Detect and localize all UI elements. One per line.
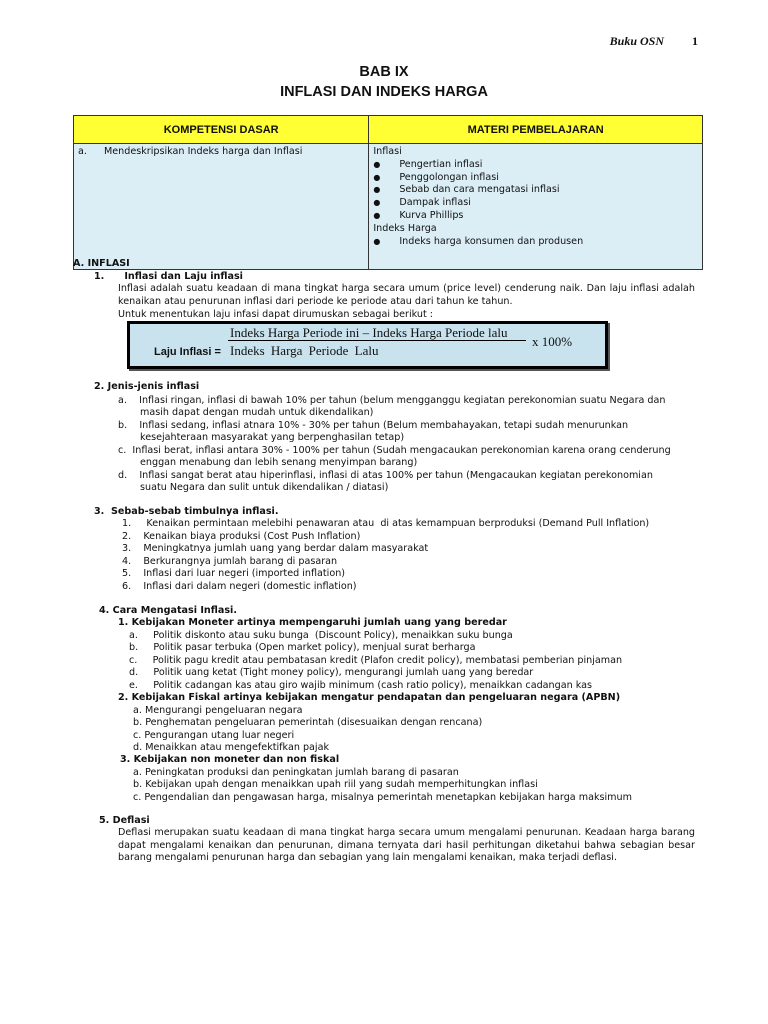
list-item: ● Dampak inflasi [373, 197, 698, 210]
list-item: c. Inflasi berat, inflasi antara 30% - 100% per tahun (Sudah mengacaukan perekonomian karena orang cenderung [118, 445, 671, 456]
page-header [610, 34, 698, 49]
list-item: d. Menaikkan atau mengefektifkan pajak [133, 742, 330, 753]
list-item: d. Inflasi sangat berat atau hiperinflasi, inflasi di atas 100% per tahun (Mengacaukan kegiatan perekonomian [118, 470, 653, 481]
chapter-label: BAB IX [359, 64, 409, 80]
subsection-4-title: 4. Cara Mengatasi Inflasi. [99, 605, 237, 616]
subsection-1-title: 1. Inflasi dan Laju inflasi [94, 271, 243, 282]
list-item: e. Politik cadangan kas atau giro wajib minimum (cash ratio policy), menaikkan cadangan kas [129, 680, 592, 691]
formula-numerator: Indeks Harga Periode ini – Indeks Harga Periode lalu [230, 325, 508, 340]
table-header-kompetensi: KOMPETENSI DASAR [74, 116, 369, 144]
list-item: c. Pengendalian dan pengawasan harga, misalnya pemerintah menetapkan kebijakan harga maksimum [133, 792, 632, 803]
list-item: ● Penggolongan inflasi [373, 172, 698, 185]
formula-denominator: Indeks Harga Periode Lalu [230, 343, 379, 358]
list-item: b. Inflasi sedang, inflasi atnara 10% - 30% per tahun (Belum membahayakan, tetapi sudah menurunkan [118, 420, 629, 431]
chapter-title: INFLASI DAN INDEKS HARGA [280, 84, 488, 100]
policy-nonmoneter-title: 3. Kebijakan non moneter dan non fiskal [120, 754, 340, 765]
table-header-materi: MATERI PEMBELAJARAN [369, 116, 703, 144]
materi-group-indeks: Indeks Harga [373, 222, 437, 234]
table-cell-materi [369, 144, 703, 270]
materi-group-inflasi: Inflasi [373, 146, 402, 157]
paragraph-deflasi: Deflasi merupakan suatu keadaan di mana tingkat harga secara umum mengalami penurunan. Keadaan harga barang dapat mengalami kenaikan dan penurunan, dimana ternyata dari hasil perhitungan diketahui bahwa sebagian besar barang mengalami penurunan harga dan sebagian yang lain mengalami kenaikan, maka terjadi deflasi. [118, 827, 695, 864]
subsection-2-title: 2. Jenis-jenis inflasi [94, 381, 200, 392]
competency-table [73, 115, 703, 270]
list-item: a. Inflasi ringan, inflasi di bawah 10% per tahun (belum mengganggu kegiatan perekonomian suatu Negara dan [118, 395, 666, 406]
competency-text: Mendeskripsikan Indeks harga dan Inflasi [104, 146, 303, 157]
list-item: 6. Inflasi dari dalam negeri (domestic inflation) [122, 581, 357, 592]
list-item: 1. Kenaikan permintaan melebihi penawaran atau di atas kemampuan berproduksi (Demand Pull Inflation) [122, 518, 650, 529]
list-item: b. Politik pasar terbuka (Open market policy), menjual surat berharga [129, 642, 476, 653]
policy-moneter-title: 1. Kebijakan Moneter artinya mempengaruhi jumlah uang yang beredar [118, 617, 507, 628]
list-item: a. Politik diskonto atau suku bunga (Discount Policy), menaikkan suku bunga [129, 630, 513, 641]
subsection-3-title: 3. Sebab-sebab timbulnya inflasi. [94, 506, 279, 517]
list-item: a. Peningkatan produksi dan peningkatan jumlah barang di pasaran [133, 767, 459, 778]
fraction-bar [228, 340, 526, 341]
list-item-cont: enggan menabung dan lebih senang menyimpan barang) [140, 457, 418, 468]
list-item-cont: masih dapat dengan mudah untuk dikendalikan) [140, 407, 374, 418]
list-item: 3. Meningkatnya jumlah uang yang berdar dalam masyarakat [122, 543, 429, 554]
list-item: 2. Kenaikan biaya produksi (Cost Push Inflation) [122, 531, 361, 542]
formula-box [127, 321, 608, 369]
table-cell-kompetensi [74, 144, 369, 270]
list-item: ● Sebab dan cara mengatasi inflasi [373, 184, 698, 197]
list-item-cont: kesejahteraan masyarakat yang berpenghasilan tetap) [140, 432, 405, 443]
page-number: 1 [692, 34, 698, 48]
list-item: ● Kurva Phillips [373, 210, 698, 223]
competency-number: a. [78, 146, 87, 157]
book-name: Buku OSN [609, 34, 664, 48]
policy-fiskal-title: 2. Kebijakan Fiskal artinya kebijakan mengatur pendapatan dan pengeluaran negara (APBN) [118, 692, 621, 703]
list-item: 5. Inflasi dari luar negeri (imported inflation) [122, 568, 346, 579]
section-a-heading: A. INFLASI [73, 258, 130, 269]
list-item: c. Politik pagu kredit atau pembatasan kredit (Plafon credit policy), membatasi pemberian pinjaman [129, 655, 623, 666]
list-item: c. Pengurangan utang luar negeri [133, 730, 295, 741]
formula-multiplier: x 100% [532, 334, 573, 349]
list-item: b. Kebijakan upah dengan menaikkan upah riil yang sudah memperhitungkan inflasi [133, 779, 538, 790]
paragraph-inflasi: Inflasi adalah suatu keadaan di mana tingkat harga secara umum (price level) cenderung naik. Dan laju inflasi adalah kenaikan atau penurunan inflasi dari periode ke periode atau dari tahun ke tahun. [118, 283, 695, 307]
list-item: 4. Berkurangnya jumlah barang di pasaran [122, 556, 338, 567]
list-item-cont: suatu Negara dan sulit untuk dikendalikan / diatasi) [140, 482, 389, 493]
list-item: ● Pengertian inflasi [373, 159, 698, 172]
list-item: a. Mengurangi pengeluaran negara [133, 705, 303, 716]
list-item: ● Indeks harga konsumen dan produsen [373, 236, 698, 249]
list-item: d. Politik uang ketat (Tight money policy), mengurangi jumlah uang yang beredar [129, 667, 534, 678]
subsection-5-title: 5. Deflasi [99, 815, 150, 826]
list-item: b. Penghematan pengeluaran pemerintah (disesuaikan dengan rencana) [133, 717, 483, 728]
paragraph-rumus-intro: Untuk menentukan laju infasi dapat dirumuskan sebagai berikut : [118, 309, 434, 320]
formula-label: Laju Inflasi = [154, 346, 221, 358]
